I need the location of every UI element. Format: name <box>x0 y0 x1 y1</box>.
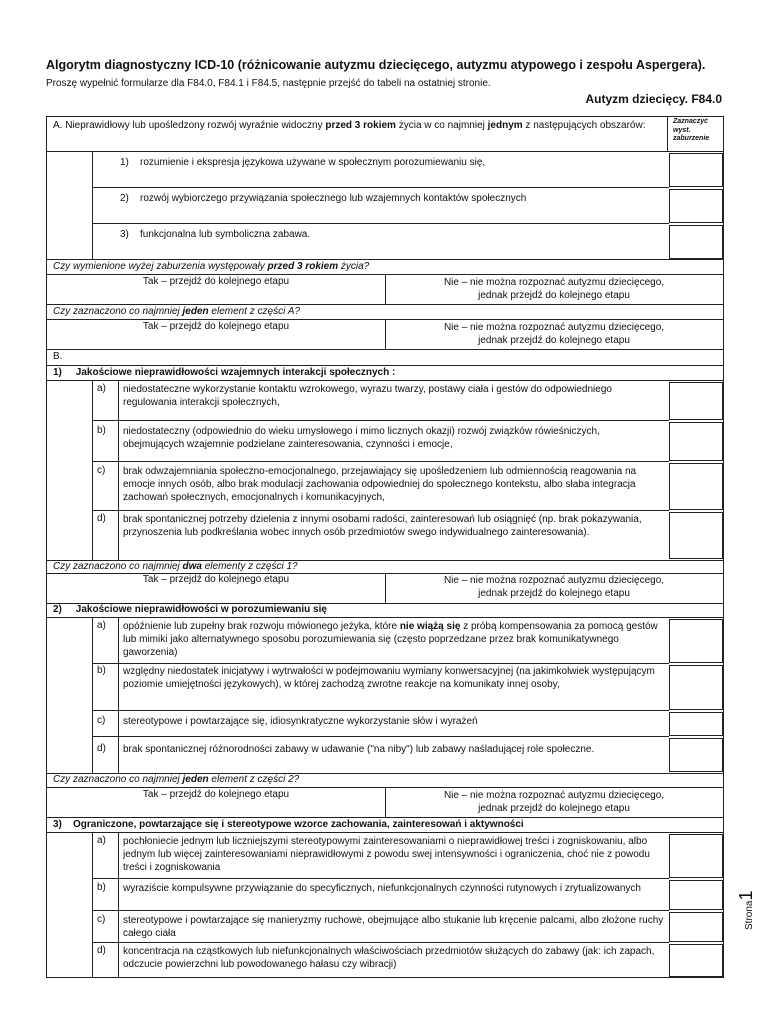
section-b-label: B. <box>53 351 63 362</box>
answer-no[interactable]: Nie – nie można rozpoznać autyzmu dziecięcego, jednak przejdź do kolejnego etapu <box>443 322 665 346</box>
b3-b-num: b) <box>97 882 106 893</box>
b1-c-text: brak odwzajemniania społeczno-emocjonalnego, przejawiający się upośledzeniem lub odmiennością reagowania na emocje innych osób, albo brak modulacji zachowania odpowiedniej do społecznego kontekstu, albo słaba integracja zachowań społecznych, emocjonalnych i komunikacyjnych, <box>123 466 637 503</box>
checkbox-b2b[interactable] <box>669 665 723 710</box>
question-part-2: Czy zaznaczono co najmniej jeden element z części 2? <box>53 774 300 785</box>
section-title: Autyzm dziecięcy. F84.0 <box>585 92 722 106</box>
checkbox-b3a[interactable] <box>669 834 723 878</box>
checkbox-b1b[interactable] <box>669 422 723 461</box>
b2-c-text: stereotypowe i powtarzające się, idiosynkratyczne wykorzystanie słów i wyrażeń <box>123 716 478 727</box>
b2-d-text: brak spontanicznej różnorodności zabawy w udawanie ("na niby") lub zabawy naśladującej role społeczne. <box>123 744 595 755</box>
answer-no[interactable]: Nie – nie można rozpoznać autyzmu dziecięcego, jednak przejdź do kolejnego etapu <box>443 575 665 599</box>
b2-b-num: b) <box>97 665 106 676</box>
question-part-a: Czy zaznaczono co najmniej jeden element z części A? <box>53 306 300 317</box>
section-a-intro: A. Nieprawidłowy lub upośledzony rozwój wyraźnie widoczny przed 3 rokiem życia w co najmniej jednym z następujących obszarów: <box>53 120 646 131</box>
checkbox-a1[interactable] <box>669 153 723 187</box>
checkbox-b1c[interactable] <box>669 463 723 510</box>
b1-d-text: brak spontanicznej potrzeby dzielenia z innymi osobami radości, zainteresowań lub osiągnięć (np. brak pokazywania, przynoszenia lub podkreślania wobec innych osób przedmiotów swego indywidualnego zainteresowania). <box>123 514 642 538</box>
b1-b-text: niedostateczny (odpowiednio do wieku umysłowego i mimo licznych okazji) rozwój związków rówieśniczych, obejmujących wzajemnie podzielane zainteresowania, czynności i emocje, <box>123 426 600 450</box>
answer-yes[interactable]: Tak – przejdź do kolejnego etapu <box>142 789 290 800</box>
b3-d-text: koncentracja na cząstkowych lub niefunkcjonalnych właściwościach przedmiotów służących do zabawy (jak: ich zapach, odczucie powierzchni lub powodowanego hałasu czy wibracji) <box>123 946 655 970</box>
checkbox-b3c[interactable] <box>669 912 723 942</box>
b3-b-text: wyraziście kompulsywne przywiązanie do specyficznych, niefunkcjonalnych czynności rutynowych i zrytualizowanych <box>123 883 641 894</box>
b1-a-num: a) <box>97 383 106 394</box>
checkbox-b3b[interactable] <box>669 880 723 910</box>
b1-d-num: d) <box>97 513 106 524</box>
b2-title: 2) Jakościowe nieprawidłowości w porozumiewaniu się <box>53 604 327 615</box>
b2-c-num: c) <box>97 715 106 726</box>
b2-a-text: opóźnienie lub zupełny brak rozwoju mówionego jeżyka, które nie wiążą się z próbą kompensowania za pomocą gestów lub mimiki jako alternatywnego sposobu porozumiewania się (często poprzedzane przez brak komunikatywnego gaworzenia) <box>123 621 658 658</box>
b3-a-text: pochłoniecie jednym lub liczniejszymi stereotypowymi zainteresowaniami o nieprawidłowej treści i zogniskowaniu, albo jednym lub więcej zainteresowaniami nieprawidłowymi z powodu swej intensywności i ograniczenia, choć nie z powodu treści i zogniskowania <box>123 836 650 873</box>
b2-a-num: a) <box>97 620 106 631</box>
b2-d-num: d) <box>97 743 106 754</box>
answer-yes[interactable]: Tak – przejdź do kolejnego etapu <box>142 574 290 585</box>
checkbox-b3d[interactable] <box>669 944 723 977</box>
checkbox-b1a[interactable] <box>669 382 723 420</box>
checkbox-b2d[interactable] <box>669 738 723 772</box>
checkbox-b1d[interactable] <box>669 512 723 559</box>
checkbox-b2c[interactable] <box>669 712 723 736</box>
b3-a-num: a) <box>97 835 106 846</box>
b2-b-text: względny niedostatek inicjatywy i wytrwałości w podejmowaniu wymiany konwersacyjnej (na jakimkolwiek występującym poziomie umiejętności językowych), w której zachodzą zwrotne reakcje na komunikaty innej osoby, <box>123 666 655 690</box>
checkbox-a3[interactable] <box>669 225 723 259</box>
mark-column-header: Zaznaczyć wyst. zaburzenie <box>673 118 710 142</box>
b1-c-num: c) <box>97 465 106 476</box>
b3-title: 3) Ograniczone, powtarzające się i stereotypowe wzorce zachowania, zainteresowań i aktywności <box>53 819 524 830</box>
answer-yes[interactable]: Tak – przejdź do kolejnego etapu <box>142 276 290 287</box>
document-title: Algorytm diagnostyczny ICD-10 (różnicowanie autyzmu dziecięcego, autyzmu atypowego i zespołu Aspergera). <box>46 58 706 72</box>
b3-d-num: d) <box>97 945 106 956</box>
question-part-1: Czy zaznaczono co najmniej dwa elementy z części 1? <box>53 561 298 572</box>
checkbox-b2a[interactable] <box>669 619 723 663</box>
page-number: Strona1 <box>736 890 756 930</box>
b3-c-text: stereotypowe i powtarzające się manieryzmy ruchowe, obejmujące albo stukanie lub kręcenie palcami, albo złożone ruchy całego ciała <box>123 915 664 939</box>
answer-no[interactable]: Nie – nie można rozpoznać autyzmu dziecięcego, jednak przejdź do kolejnego etapu <box>443 790 665 814</box>
b3-c-num: c) <box>97 914 106 925</box>
answer-yes[interactable]: Tak – przejdź do kolejnego etapu <box>142 321 290 332</box>
b1-b-num: b) <box>97 425 106 436</box>
diagnostic-table <box>46 116 724 978</box>
a-item-2: 2) rozwój wybiorczego przywiązania społecznego lub wzajemnych kontaktów społecznych <box>120 193 527 204</box>
question-before-3: Czy wymienione wyżej zaburzenia występowały przed 3 rokiem życia? <box>53 261 370 272</box>
a-item-3: 3) funkcjonalna lub symboliczna zabawa. <box>120 229 311 240</box>
answer-no[interactable]: Nie – nie można rozpoznać autyzmu dziecięcego, jednak przejdź do kolejnego etapu <box>443 277 665 301</box>
a-item-1: 1) rozumienie i ekspresja językowa używane w społecznym porozumiewaniu się, <box>120 157 486 168</box>
b1-title: 1) Jakościowe nieprawidłowości wzajemnych interakcji społecznych : <box>53 367 396 378</box>
document-instructions: Proszę wypełnić formularze dla F84.0, F84.1 i F84.5, następnie przejść do tabeli na ostatniej stronie. <box>46 78 491 89</box>
checkbox-a2[interactable] <box>669 189 723 223</box>
b1-a-text: niedostateczne wykorzystanie kontaktu wzrokowego, wyrazu twarzy, postawy ciała i gestów do odpowiedniego regulowania interakcji społecznych, <box>123 384 612 408</box>
